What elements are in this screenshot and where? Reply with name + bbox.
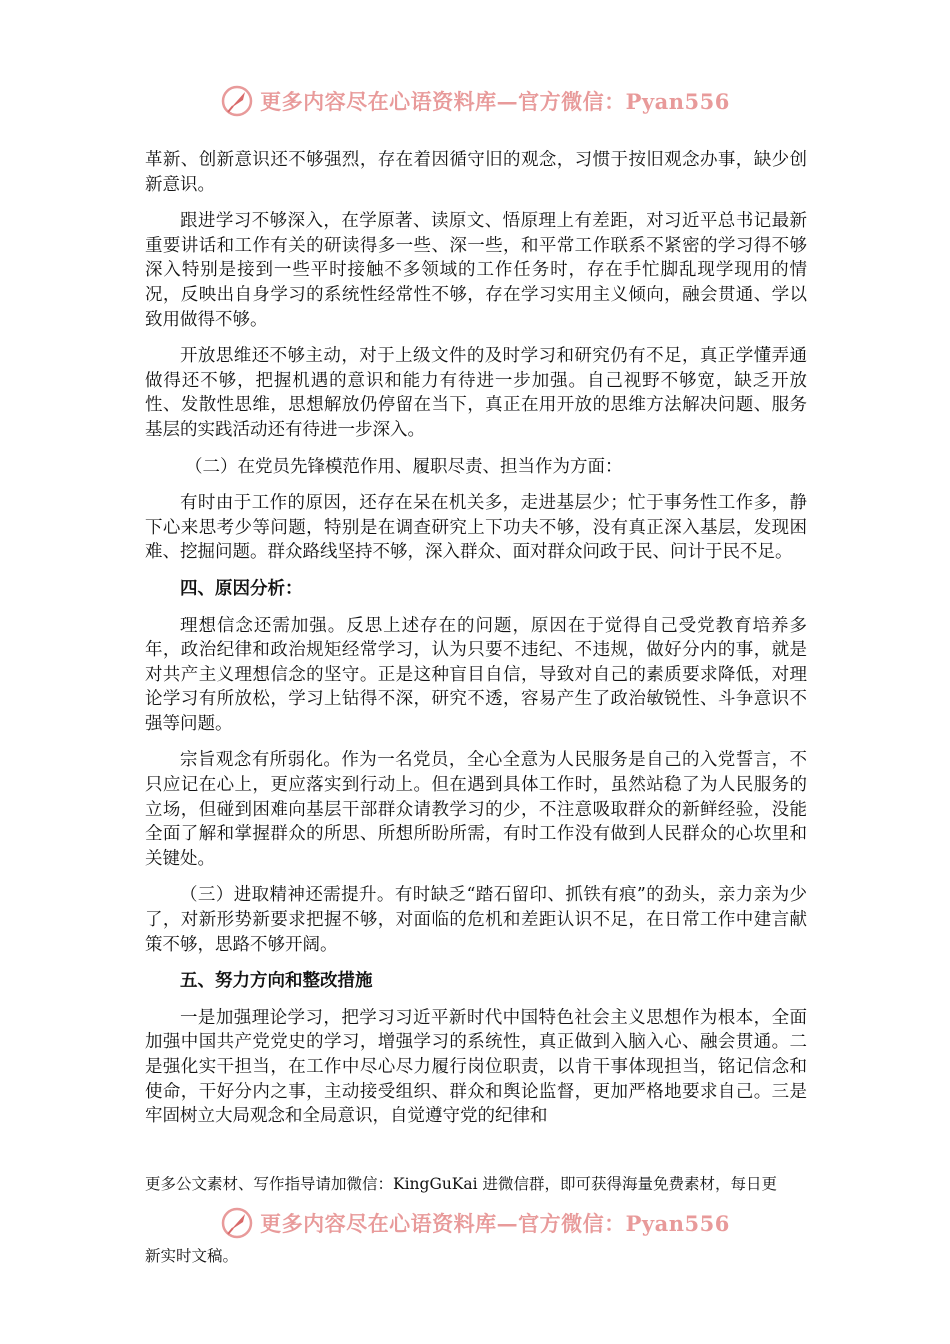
subsection-heading: （二）在党员先锋模范作用、履职尽责、担当作为方面： xyxy=(185,456,623,477)
paragraph: 宗旨观念有所弱化。作为一名党员，全心全意为人民服务是自己的入党誓言，不只应记在心上，更应落实到行动上。但在遇到具体工作时，虽然站稳了为人民服务的立场，但碰到困难向基层干部群众请教学习的少，不注意吸取群众的新鲜经验，没能全面了解和掌握群众的所思、所想所盼所需，有时工作没有做到人民群众的心坎里和关键处。 xyxy=(145,750,807,869)
watermark-header xyxy=(0,84,950,128)
watermark-text: 更多内容尽在心语资料库—官方微信：Pyan556 xyxy=(260,1211,730,1236)
paragraph: 有时由于工作的原因，还存在呆在机关多，走进基层少；忙于事务性工作多，静下心来思考少等问题，特别是在调查研究上下功夫不够，没有真正深入基层，发现困难、挖掘问题。群众路线坚持不够，深入群众、面对群众问政于民、问计于民不足。 xyxy=(145,493,807,563)
paragraph: 开放思维还不够主动，对于上级文件的及时学习和研究仍有不足，真正学懂弄通做得还不够，把握机遇的意识和能力有待进一步加强。自己视野不够宽，缺乏开放性、发散性思维，思想解放仍停留在当下，真正在用开放的思维方法解决问题、服务基层的实践活动还有待进一步深入。 xyxy=(145,346,807,440)
section-heading: 五、努力方向和整改措施 xyxy=(180,971,373,992)
paragraph: 理想信念还需加强。反思上述存在的问题，原因在于觉得自己受党教育培养多年，政治纪律和政治规矩经常学习，认为只要不违纪、不违规，做好分内的事，就是对共产主义理想信念的坚守。正是这种盲目自信，导致对自己的素质要求降低，对理论学习有所放松，学习上钻得不深，研究不透，容易产生了政治敏锐性、斗争意识不强等问题。 xyxy=(145,615,807,734)
quill-logo-icon xyxy=(220,1206,254,1240)
section-heading: 四、原因分析： xyxy=(180,578,303,599)
paragraph: 一是加强理论学习，把学习习近平新时代中国特色社会主义思想作为根本，全面加强中国共产党党史的学习，增强学习的系统性，真正做到入脑入心、融会贯通。二是强化实干担当，在工作中尽心尽力履行岗位职责，以肯干事体现担当，铭记信念和使命，干好分内之事，主动接受组织、群众和舆论监督，更加严格地要求自己。三是牢固树立大局观念和全局意识，自觉遵守党的纪律和 xyxy=(145,1007,807,1127)
watermark-footer xyxy=(0,1206,950,1250)
watermark-text: 更多内容尽在心语资料库—官方微信：Pyan556 xyxy=(260,89,730,114)
footer-promo-continuation: 新实时文稿。 xyxy=(145,1247,239,1265)
paragraph: 跟进学习不够深入，在学原著、读原文、悟原理上有差距，对习近平总书记最新重要讲话和工作有关的研读得多一些、深一些，和平常工作联系不紧密的学习得不够深入特别是接到一些平时接触不多领域的工作任务时，存在手忙脚乱现学现用的情况，反映出自身学习的系统性经常性不够，存在学习实用主义倾向，融会贯通、学以致用做得不够。 xyxy=(145,211,807,330)
paragraph: （三）进取精神还需提升。有时缺乏“踏石留印、抓铁有痕”的劲头，亲力亲为少了，对新形势新要求把握不够，对面临的危机和差距认识不足，在日常工作中建言献策不够，思路不够开阔。 xyxy=(145,885,807,955)
footer-promo-text: 更多公文素材、写作指导请加微信：KingGuKai 进微信群，即可获得海量免费素材，每日更 xyxy=(145,1175,778,1193)
paragraph: 革新、创新意识还不够强烈，存在着因循守旧的观念，习惯于按旧观念办事，缺少创新意识。 xyxy=(145,150,807,195)
document-body xyxy=(145,148,807,1141)
quill-logo-icon xyxy=(220,84,254,118)
